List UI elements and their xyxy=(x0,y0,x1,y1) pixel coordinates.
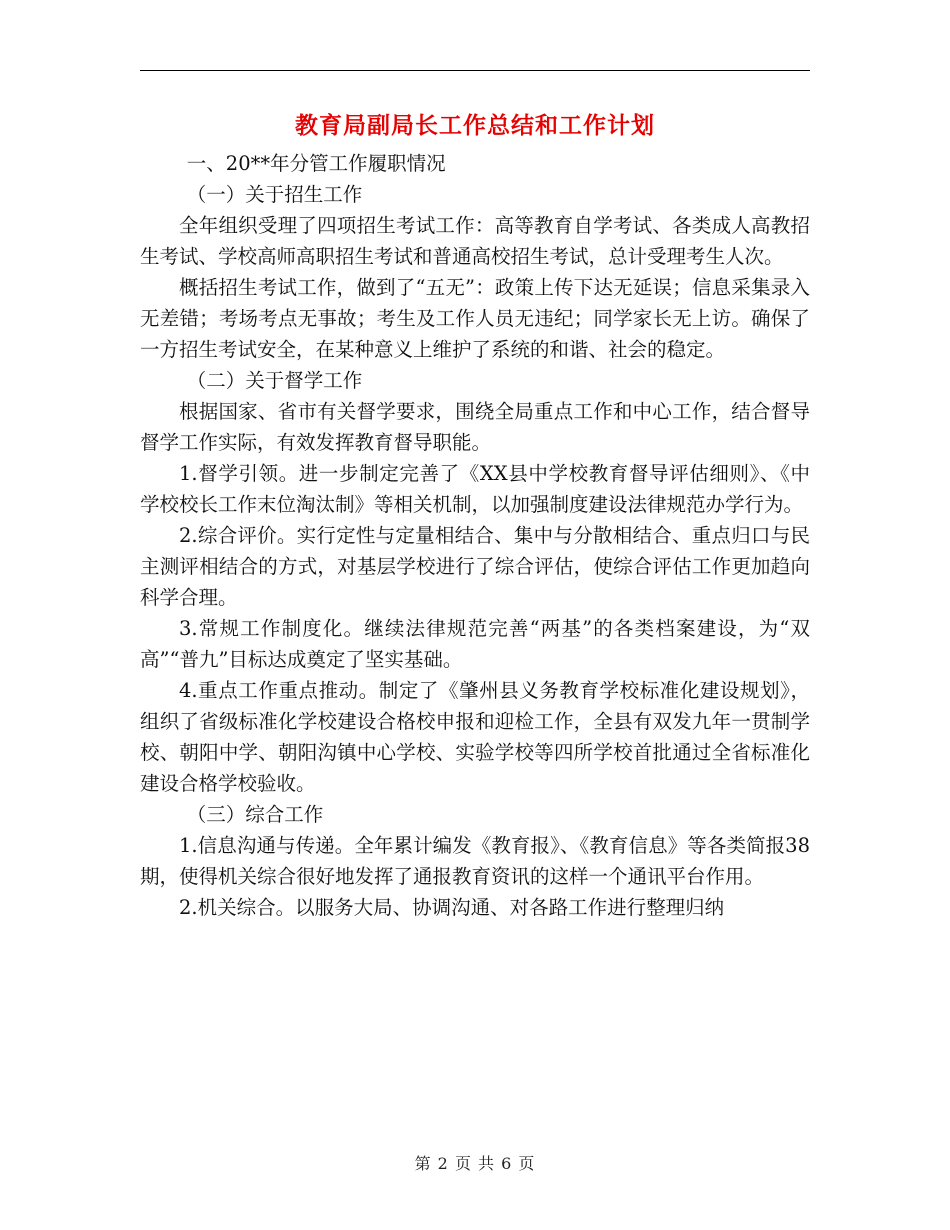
section-heading: 一、20**年分管工作履职情况 xyxy=(186,152,446,175)
body-paragraph: 全年组织受理了四项招生考试工作：高等教育自学考试、各类成人高教招生考试、学校高师高职招生考试和普通高校招生考试，总计受理考生人次。 xyxy=(140,214,810,268)
body-paragraph: 2.综合评价。实行定性与定量相结合、集中与分散相结合、重点归口与民主测评相结合的方式，对基层学校进行了综合评估，使综合评估工作更加趋向科学合理。 xyxy=(140,524,810,609)
body-paragraph: 3.常规工作制度化。继续法律规范完善“两基”的各类档案建设，为“双高”“普九”目标达成奠定了坚实基础。 xyxy=(140,617,810,671)
section-heading: （三）综合工作 xyxy=(186,803,324,826)
document-title: 教育局副局长工作总结和工作计划 xyxy=(295,112,655,139)
section-heading: （一）关于招生工作 xyxy=(186,183,363,206)
page-footer: 第 2 页 共 6 页 xyxy=(414,1154,536,1173)
body-paragraph: 概括招生考试工作，做到了“五无”：政策上传下达无延误；信息采集录入无差错；考场考点无事故；考生及工作人员无违纪；同学家长无上访。确保了一方招生考试安全，在某种意义上维护了系统的和谐、社会的稳定。 xyxy=(140,276,810,361)
body-paragraph: 1.信息沟通与传递。全年累计编发《教育报》、《教育信息》等各类简报38期，使得机关综合很好地发挥了通报教育资讯的这样一个通讯平台作用。 xyxy=(140,834,810,888)
body-paragraph: 根据国家、省市有关督学要求，围绕全局重点工作和中心工作，结合督导督学工作实际，有效发挥教育督导职能。 xyxy=(140,400,810,454)
body-paragraph: 4.重点工作重点推动。制定了《肇州县义务教育学校标准化建设规划》，组织了省级标准化学校建设合格校申报和迎检工作，全县有双发九年一贯制学校、朝阳中学、朝阳沟镇中心学校、实验学校等四所学校首批通过全省标准化建设合格学校验收。 xyxy=(140,679,810,795)
section-heading: （二）关于督学工作 xyxy=(186,369,363,392)
document-body xyxy=(140,148,810,923)
header-rule xyxy=(140,70,810,71)
body-paragraph: 1.督学引领。进一步制定完善了《XX县中学校教育督导评估细则》、《中学校校长工作末位淘汰制》等相关机制，以加强制度建设法律规范办学行为。 xyxy=(140,462,810,516)
body-paragraph: 2.机关综合。以服务大局、协调沟通、对各路工作进行整理归纳 xyxy=(179,896,725,919)
